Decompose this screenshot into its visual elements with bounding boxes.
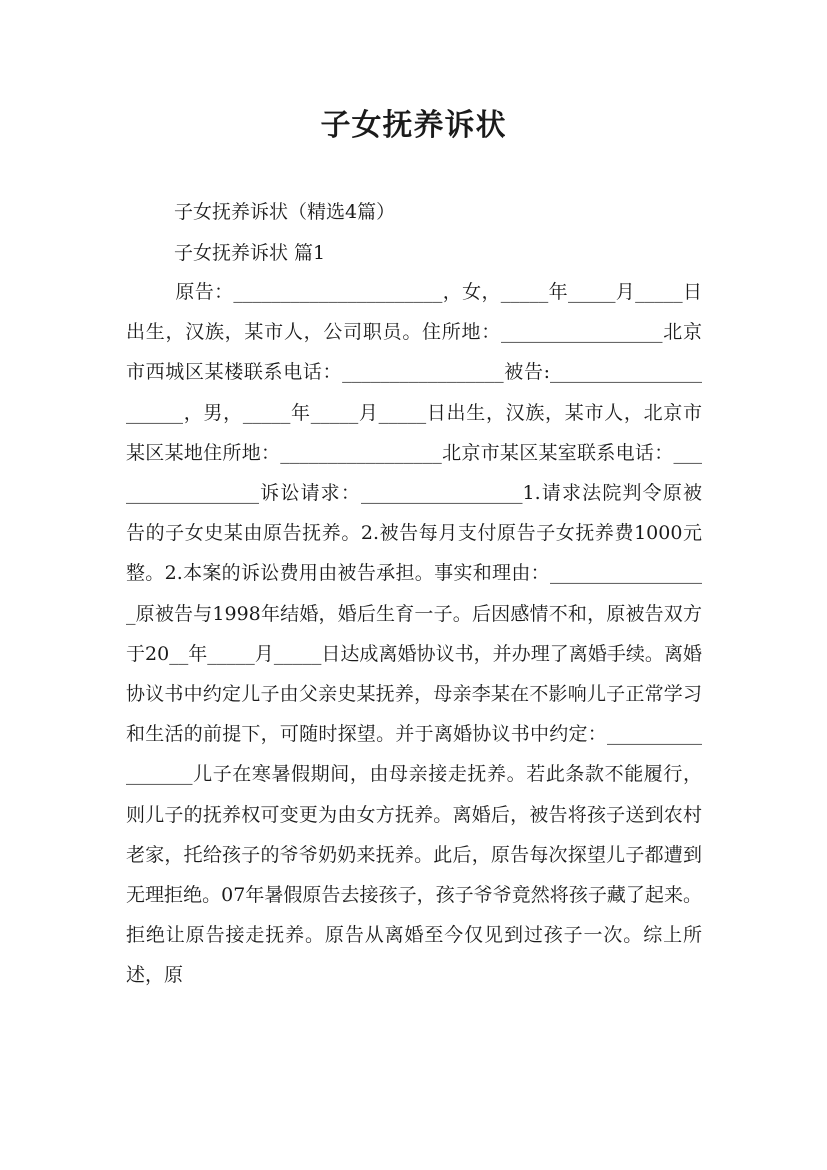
body-paragraph: 原告：______________________，女，_____年_____月_____日出生，汉族，某市人，公司职员。住所地：_________________北京市西城区某楼联系电话：_________________被告:______________________，男，_____年_____月_____日出生，汉族，某市人，北京市某区某地住所地：_________________北京市某区某室联系电话：_________________诉讼请求：_________________1.请求法院判令原被告的子女史某由原告抚养。2.被告每月支付原告子女抚养费1000元整。2.本案的诉讼费用由被告承担。事实和理由：_________________原被告与1998年结婚，婚后生育一子。后因感情不和，原被告双方于20__年_____月_____日达成离婚协议书，并办理了离婚手续。离婚协议书中约定儿子由父亲史某抚养，母亲李某在不影响儿子正常学习和生活的前提下，可随时探望。并于离婚协议书中约定：_________________儿子在寒暑假期间，由母亲接走抚养。若此条款不能履行，则儿子的抚养权可变更为由女方抚养。离婚后，被告将孩子送到农村老家，托给孩子的爷爷奶奶来抚养。此后，原告每次探望儿子都遭到无理拒绝。07年暑假原告去接孩子，孩子爷爷竟然将孩子藏了起来。拒绝让原告接走抚养。原告从离婚至今仅见到过孩子一次。综上所述，原 bbox=[126, 281, 702, 987]
document-subtitle: 子女抚养诉状（精选4篇） bbox=[174, 201, 396, 223]
section-heading: 子女抚养诉状 篇1 bbox=[174, 242, 326, 264]
document-title: 子女抚养诉状 bbox=[320, 108, 507, 143]
